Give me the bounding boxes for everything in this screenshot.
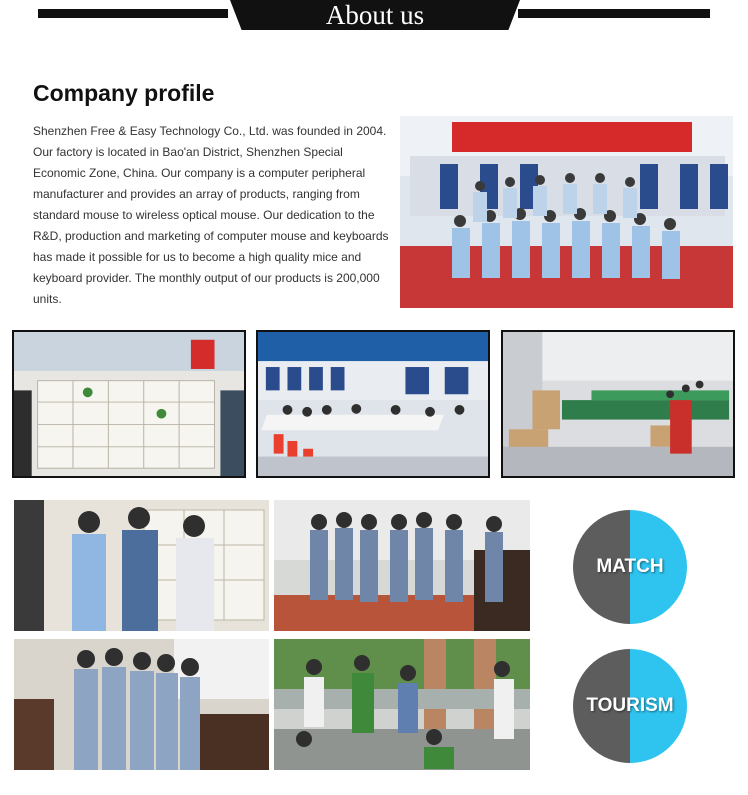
factory-floor-photo: [501, 330, 735, 478]
team-group-photo: [400, 116, 733, 308]
outdoor-tourism-photo: [274, 639, 530, 770]
match-badge: [573, 510, 687, 624]
tourism-badge: [573, 649, 687, 763]
meeting-room-photo: [256, 330, 490, 478]
staff-portrait-photo: [14, 500, 269, 631]
team-gathering-photo: [274, 500, 530, 631]
showroom-photo: [12, 330, 246, 478]
match-label: MATCH: [596, 556, 664, 577]
section-heading: Company profile: [33, 80, 215, 106]
indoor-game-photo: [14, 639, 269, 770]
page-title: About us: [325, 0, 425, 30]
tourism-label: TOURISM: [586, 695, 674, 716]
banner-left-bar: [38, 9, 228, 18]
company-description: Shenzhen Free & Easy Technology Co., Ltd. was founded in 2004. Our factory is located in Bao'an District, Shenzhen Special Economic Zone, China. Our company is a computer peripheral manufacturer and provides an array of products, ranging from standard mouse to wireless optical mouse. Our dedication to the R&D, production and marketing of computer mouse and keyboards has made it possible for us to become a high quality mice and keyboard provider. The monthly output of our products is 200,000 units.: [33, 124, 389, 306]
header-banner: [0, 0, 748, 30]
banner-right-bar: [518, 9, 710, 18]
